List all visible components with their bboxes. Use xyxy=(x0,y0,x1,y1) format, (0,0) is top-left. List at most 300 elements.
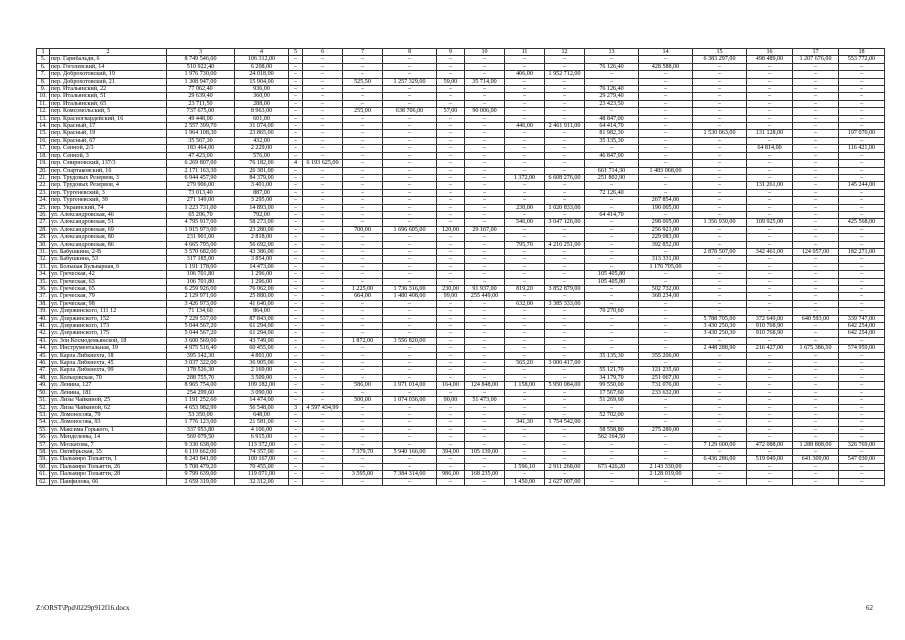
table-cell: 2 911 268,00 xyxy=(545,463,585,470)
table-cell: – xyxy=(693,78,747,85)
table-cell: 229 083,00 xyxy=(639,234,693,241)
table-cell: 58. xyxy=(37,448,50,455)
table-cell: – xyxy=(793,226,839,233)
table-cell: 14. xyxy=(37,123,50,130)
table-cell: 673 426,20 xyxy=(585,463,639,470)
table-cell: 124 848,00 xyxy=(465,382,505,389)
table-cell: 116 421,00 xyxy=(839,145,885,152)
table-cell: – xyxy=(505,352,545,359)
table-cell: – xyxy=(639,211,693,218)
table-cell: – xyxy=(303,382,343,389)
table-cell: пер. Комсомольский, 5 xyxy=(50,108,167,115)
table-cell: 8 749 546,00 xyxy=(167,56,235,63)
table-cell: 6 915,00 xyxy=(235,434,289,441)
table-cell: – xyxy=(545,411,585,418)
table-cell: – xyxy=(747,463,793,470)
table-cell: 700,00 xyxy=(343,226,383,233)
table-cell: – xyxy=(289,463,303,470)
table-cell: – xyxy=(303,78,343,85)
table-cell: – xyxy=(793,463,839,470)
table-cell: – xyxy=(545,271,585,278)
table-cell: – xyxy=(505,471,545,478)
table-cell: – xyxy=(303,226,343,233)
table-row xyxy=(37,145,885,152)
table-cell: – xyxy=(839,71,885,78)
table-cell: – xyxy=(383,123,437,130)
table-cell: – xyxy=(343,189,383,196)
table-cell: – xyxy=(793,411,839,418)
table-cell: – xyxy=(839,374,885,381)
table-cell: – xyxy=(505,256,545,263)
table-cell: 51 269,60 xyxy=(585,397,639,404)
table-cell: – xyxy=(693,434,747,441)
table-cell: 70 455,00 xyxy=(235,463,289,470)
table-cell: – xyxy=(839,152,885,159)
table-cell: – xyxy=(693,404,747,411)
table-cell: 31 074,00 xyxy=(235,123,289,130)
table-cell: – xyxy=(343,234,383,241)
table-cell: – xyxy=(465,248,505,255)
table-cell: – xyxy=(747,189,793,196)
table-cell: пер. Доброхотовский, 21 xyxy=(50,78,167,85)
table-cell: – xyxy=(545,337,585,344)
table-cell: 640 593,00 xyxy=(793,315,839,322)
table-cell: – xyxy=(639,145,693,152)
table-cell: – xyxy=(505,145,545,152)
table-cell: – xyxy=(383,204,437,211)
table-cell: 106 312,00 xyxy=(235,56,289,63)
table-cell: – xyxy=(465,160,505,167)
table-row xyxy=(37,300,885,307)
table-cell: – xyxy=(465,219,505,226)
table-cell: – xyxy=(585,248,639,255)
table-cell: – xyxy=(505,345,545,352)
table-cell: – xyxy=(383,152,437,159)
table-cell: 43. xyxy=(37,337,50,344)
table-cell: 1 372,00 xyxy=(505,174,545,181)
table-cell: – xyxy=(383,211,437,218)
table-cell: 2 169,00 xyxy=(235,367,289,374)
table-cell: – xyxy=(343,374,383,381)
table-cell: 40. xyxy=(37,315,50,322)
table-cell: – xyxy=(465,63,505,70)
table-row xyxy=(37,115,885,122)
table-cell: – xyxy=(693,360,747,367)
table-cell: 76 062,00 xyxy=(235,286,289,293)
table-row xyxy=(37,419,885,426)
table-cell: 23 423,50 xyxy=(585,100,639,107)
table-cell: 216 427,00 xyxy=(747,345,793,352)
table-cell: 642 254,00 xyxy=(839,330,885,337)
table-row xyxy=(37,63,885,70)
table-cell: – xyxy=(437,71,465,78)
table-cell: – xyxy=(747,300,793,307)
table-cell: ул. Ломоносова, 79 xyxy=(50,411,167,418)
table-cell: – xyxy=(437,123,465,130)
table-cell: 1 257 329,00 xyxy=(383,78,437,85)
table-cell: 6 383 297,00 xyxy=(693,56,747,63)
table-cell: – xyxy=(303,397,343,404)
table-cell: пер. Смирновский, 137/3 xyxy=(50,160,167,167)
table-cell: – xyxy=(747,286,793,293)
table-cell: 164,00 xyxy=(437,382,465,389)
table-cell: – xyxy=(437,426,465,433)
table-cell: – xyxy=(747,389,793,396)
table-cell: – xyxy=(343,426,383,433)
table-cell: 9 799 639,00 xyxy=(167,471,235,478)
table-cell: – xyxy=(747,234,793,241)
table-row xyxy=(37,411,885,418)
table-cell: – xyxy=(747,382,793,389)
table-cell: – xyxy=(839,137,885,144)
table-cell: 6 269 807,00 xyxy=(167,160,235,167)
table-cell: – xyxy=(505,226,545,233)
table-cell: 395 142,30 xyxy=(167,352,235,359)
table-cell: 84 379,00 xyxy=(235,174,289,181)
column-number: 16 xyxy=(747,49,793,56)
table-cell: – xyxy=(465,189,505,196)
table-cell: ул. Москатова, 7 xyxy=(50,441,167,448)
table-cell: – xyxy=(585,145,639,152)
table-cell: ул. Греческая, 63 xyxy=(50,278,167,285)
table-cell: 792,00 xyxy=(235,211,289,218)
table-cell: 425 568,00 xyxy=(839,219,885,226)
table-cell: 3 430 250,30 xyxy=(693,323,747,330)
table-cell: – xyxy=(343,137,383,144)
table-cell: – xyxy=(505,278,545,285)
table-cell: – xyxy=(289,56,303,63)
table-cell: 47. xyxy=(37,367,50,374)
table-cell: – xyxy=(437,167,465,174)
table-cell: – xyxy=(505,115,545,122)
table-cell: – xyxy=(793,434,839,441)
table-cell: 5 044 567,20 xyxy=(167,330,235,337)
table-cell: – xyxy=(693,100,747,107)
table-cell: – xyxy=(639,182,693,189)
table-cell: 432,00 xyxy=(235,137,289,144)
table-cell: 109 925,00 xyxy=(747,219,793,226)
table-cell: 1 356 930,00 xyxy=(693,219,747,226)
table-cell: – xyxy=(303,352,343,359)
table-cell: – xyxy=(639,93,693,100)
table-row xyxy=(37,360,885,367)
table-cell: – xyxy=(303,241,343,248)
table-cell: 472 088,00 xyxy=(747,441,793,448)
table-cell: 1 696 605,00 xyxy=(383,226,437,233)
table-cell: – xyxy=(747,108,793,115)
table-cell: – xyxy=(585,315,639,322)
table-row xyxy=(37,367,885,374)
table-cell: – xyxy=(693,271,747,278)
table-cell: 59. xyxy=(37,456,50,463)
table-row xyxy=(37,211,885,218)
table-row xyxy=(37,471,885,478)
table-row xyxy=(37,189,885,196)
table-cell: – xyxy=(383,263,437,270)
table-row xyxy=(37,404,885,411)
table-cell: – xyxy=(465,182,505,189)
table-cell: – xyxy=(465,86,505,93)
table-cell: 8 243 841,00 xyxy=(167,456,235,463)
table-cell: – xyxy=(343,152,383,159)
table-cell: ул. Греческая, 98 xyxy=(50,300,167,307)
table-cell: – xyxy=(747,374,793,381)
table-cell: 74 357,00 xyxy=(235,448,289,455)
table-cell: – xyxy=(505,248,545,255)
table-cell: – xyxy=(793,241,839,248)
table-cell: ул. Греческая, 42 xyxy=(50,271,167,278)
table-cell: – xyxy=(303,189,343,196)
table-cell: 61 294,00 xyxy=(235,323,289,330)
table-cell: 29 167,00 xyxy=(465,226,505,233)
table-cell: – xyxy=(343,263,383,270)
table-cell: пер. Доброхотовский, 19 xyxy=(50,71,167,78)
table-cell: – xyxy=(465,263,505,270)
table-cell: 64 414,70 xyxy=(585,123,639,130)
table-cell: 446,00 xyxy=(505,123,545,130)
table-cell: – xyxy=(303,315,343,322)
table-cell: 341,30 xyxy=(505,419,545,426)
table-row xyxy=(37,434,885,441)
table-cell: 65 206,70 xyxy=(167,211,235,218)
table-cell: – xyxy=(289,308,303,315)
table-cell: ул. Пальмиро Тольятти, 28 xyxy=(50,471,167,478)
table-cell: – xyxy=(639,130,693,137)
table-cell: 1 176 705,00 xyxy=(639,263,693,270)
table-cell: ул. Карла Либкнехта, 99 xyxy=(50,367,167,374)
table-cell: – xyxy=(437,130,465,137)
table-cell: 525,50 xyxy=(343,78,383,85)
table-cell: – xyxy=(383,86,437,93)
table-cell: – xyxy=(545,315,585,322)
table-cell: – xyxy=(383,189,437,196)
table-cell: 1 754 542,00 xyxy=(545,419,585,426)
table-cell: 55. xyxy=(37,426,50,433)
table-cell: – xyxy=(289,256,303,263)
table-cell: – xyxy=(839,86,885,93)
table-cell: – xyxy=(303,174,343,181)
table-cell: – xyxy=(383,137,437,144)
table-cell: 24 018,00 xyxy=(235,71,289,78)
table-cell: – xyxy=(289,419,303,426)
table-cell: 8. xyxy=(37,78,50,85)
table-cell: – xyxy=(383,56,437,63)
table-cell: 230,00 xyxy=(505,204,545,211)
table-cell: 46 847,00 xyxy=(585,152,639,159)
table-cell: – xyxy=(747,434,793,441)
table-cell: – xyxy=(465,389,505,396)
table-cell: – xyxy=(465,463,505,470)
table-cell: – xyxy=(639,152,693,159)
table-cell: пер. Итальянский, 65 xyxy=(50,100,167,107)
table-cell: – xyxy=(383,182,437,189)
table-cell: – xyxy=(437,197,465,204)
table-cell: – xyxy=(793,323,839,330)
table-cell: – xyxy=(585,204,639,211)
table-cell: – xyxy=(437,263,465,270)
table-cell: – xyxy=(639,323,693,330)
column-number: 8 xyxy=(383,49,437,56)
table-cell: – xyxy=(303,130,343,137)
table-cell: ул. Лизы Чайкиной, 25 xyxy=(50,397,167,404)
table-row xyxy=(37,374,885,381)
table-cell: 1 308 947,00 xyxy=(167,78,235,85)
table-cell: – xyxy=(793,182,839,189)
table-row xyxy=(37,219,885,226)
table-cell: – xyxy=(545,345,585,352)
table-row xyxy=(37,160,885,167)
table-cell: – xyxy=(289,263,303,270)
table-cell: 23. xyxy=(37,189,50,196)
table-cell: – xyxy=(303,271,343,278)
table-cell: 2 627 007,00 xyxy=(545,478,585,485)
table-cell: 190 005,00 xyxy=(639,204,693,211)
table-cell: – xyxy=(465,93,505,100)
table-cell: 197 070,00 xyxy=(839,130,885,137)
table-cell: – xyxy=(465,330,505,337)
table-cell: 55 121,70 xyxy=(585,367,639,374)
table-cell: – xyxy=(303,256,343,263)
table-cell: – xyxy=(343,323,383,330)
table-cell: пер. Красный, 67 xyxy=(50,137,167,144)
table-cell: – xyxy=(747,152,793,159)
table-cell: – xyxy=(383,248,437,255)
table-cell: 7 379,70 xyxy=(343,448,383,455)
table-row xyxy=(37,93,885,100)
table-cell: – xyxy=(437,271,465,278)
table-cell: 986,00 xyxy=(437,471,465,478)
table-cell: 119 071,00 xyxy=(235,471,289,478)
table-cell: – xyxy=(383,219,437,226)
table-cell: – xyxy=(545,397,585,404)
table-cell: – xyxy=(747,204,793,211)
table-cell: – xyxy=(747,352,793,359)
table-cell: – xyxy=(585,419,639,426)
table-cell: – xyxy=(545,308,585,315)
table-cell: – xyxy=(465,411,505,418)
table-cell: – xyxy=(747,308,793,315)
table-cell: – xyxy=(693,115,747,122)
table-cell: – xyxy=(505,367,545,374)
table-cell: – xyxy=(639,360,693,367)
column-number: 1 xyxy=(37,49,50,56)
table-cell: 109 182,00 xyxy=(235,382,289,389)
table-cell: 288,00 xyxy=(235,100,289,107)
table-cell: – xyxy=(839,93,885,100)
table-cell: – xyxy=(437,93,465,100)
table-cell: – xyxy=(639,448,693,455)
table-cell: – xyxy=(793,123,839,130)
table-cell: – xyxy=(383,478,437,485)
column-number: 6 xyxy=(303,49,343,56)
table-cell: 1 530 063,00 xyxy=(693,130,747,137)
table-cell: – xyxy=(465,71,505,78)
table-cell: – xyxy=(639,419,693,426)
table-cell: – xyxy=(505,263,545,270)
table-cell: 59,00 xyxy=(437,78,465,85)
column-number: 11 xyxy=(505,49,545,56)
table-cell: – xyxy=(747,86,793,93)
table-cell: 29. xyxy=(37,234,50,241)
table-cell: – xyxy=(545,263,585,270)
table-cell: – xyxy=(839,100,885,107)
table-cell: 6 608 276,00 xyxy=(545,174,585,181)
table-cell: 3 556 820,00 xyxy=(383,337,437,344)
table-cell: – xyxy=(465,308,505,315)
table-cell: 586,00 xyxy=(343,382,383,389)
table-cell: 288 755,70 xyxy=(167,374,235,381)
table-cell: 71 134,60 xyxy=(167,308,235,315)
table-cell: 2 171 163,30 xyxy=(167,167,235,174)
table-cell: – xyxy=(839,367,885,374)
table-cell: – xyxy=(545,441,585,448)
table-row xyxy=(37,78,885,85)
table-cell: – xyxy=(505,63,545,70)
table-cell: – xyxy=(585,323,639,330)
table-cell: – xyxy=(437,248,465,255)
table-cell: 632,00 xyxy=(505,300,545,307)
table-cell: ул. Александровская, 80 xyxy=(50,234,167,241)
table-cell: – xyxy=(383,63,437,70)
table-cell: – xyxy=(289,226,303,233)
table-cell: – xyxy=(839,197,885,204)
table-cell: – xyxy=(585,293,639,300)
table-cell: 48 847,00 xyxy=(585,115,639,122)
table-cell: – xyxy=(289,78,303,85)
table-cell: – xyxy=(585,300,639,307)
table-cell: 35 567,30 xyxy=(167,137,235,144)
table-cell: – xyxy=(585,160,639,167)
table-cell: – xyxy=(437,323,465,330)
table-cell: – xyxy=(289,345,303,352)
table-cell: – xyxy=(437,115,465,122)
table-cell: – xyxy=(465,167,505,174)
table-cell: – xyxy=(289,323,303,330)
table-cell: – xyxy=(505,411,545,418)
table-cell: 1 207 676,00 xyxy=(793,56,839,63)
table-cell: – xyxy=(343,167,383,174)
table-cell: 569 079,50 xyxy=(167,434,235,441)
table-cell: 8 963,00 xyxy=(235,108,289,115)
table-cell: – xyxy=(693,278,747,285)
table-cell: – xyxy=(693,463,747,470)
table-row xyxy=(37,86,885,93)
table-cell: – xyxy=(289,337,303,344)
table-cell: – xyxy=(437,411,465,418)
table-cell: 33. xyxy=(37,263,50,270)
table-cell: – xyxy=(437,308,465,315)
table-cell: 6 944 457,90 xyxy=(167,174,235,181)
table-cell: 20. xyxy=(37,167,50,174)
table-row xyxy=(37,456,885,463)
table-cell: – xyxy=(639,271,693,278)
table-cell: 5. xyxy=(37,56,50,63)
table-row xyxy=(37,241,885,248)
table-row xyxy=(37,271,885,278)
table-cell: – xyxy=(343,278,383,285)
table-cell: – xyxy=(437,330,465,337)
table-cell: – xyxy=(793,300,839,307)
table-cell: – xyxy=(639,137,693,144)
table-cell: – xyxy=(437,234,465,241)
table-cell: 279 906,00 xyxy=(167,182,235,189)
table-cell: – xyxy=(437,189,465,196)
table-cell: – xyxy=(437,360,465,367)
table-cell: 7. xyxy=(37,71,50,78)
table-cell: – xyxy=(839,293,885,300)
table-cell: 1 020 833,00 xyxy=(545,204,585,211)
table-row xyxy=(37,248,885,255)
